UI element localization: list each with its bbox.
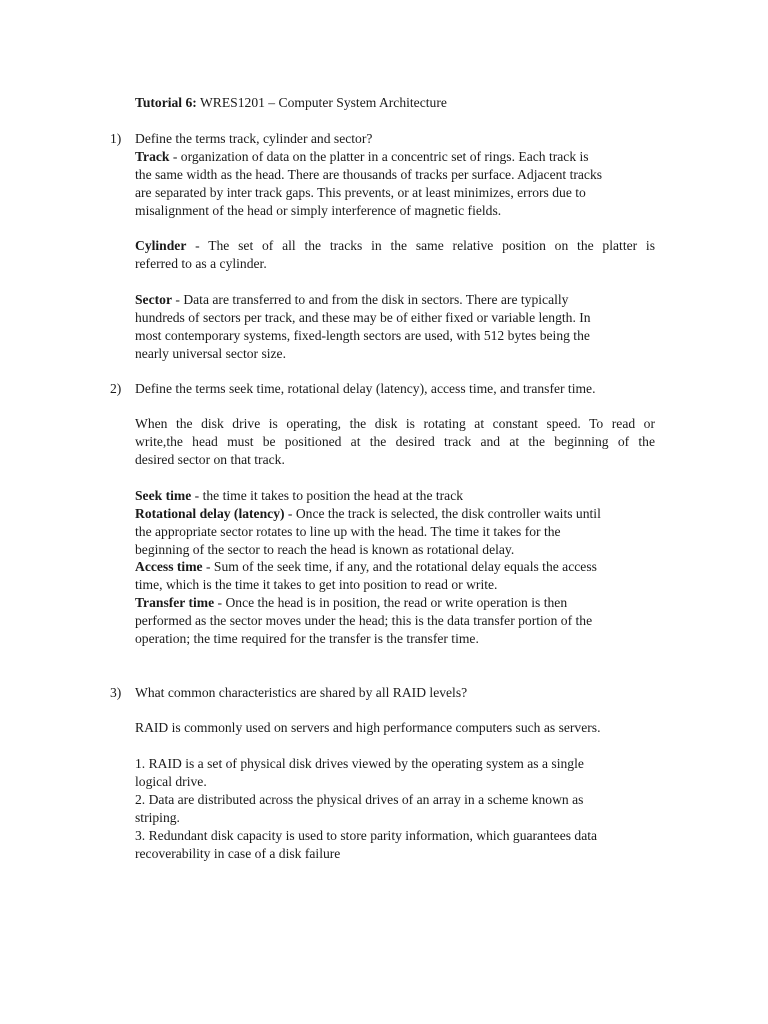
access-text-1: - Sum of the seek time, if any, and the rotational delay equals the access [202,559,597,574]
cylinder-line-2: referred to as a cylinder. [135,256,267,271]
raid-item-2-line-1: 2. Data are distributed across the physical drives of an array in a scheme known as [135,792,584,807]
access-line-2: time, which is the time it takes to get into position to read or write. [135,577,498,592]
seek-line-1 [135,487,463,505]
q2-number: 2) [110,381,122,396]
transfer-line-3: operation; the time required for the transfer is the transfer time. [135,631,479,646]
track-text-1: - organization of data on the platter in a concentric set of rings. Each track is [169,149,589,164]
sector-line-4: nearly universal sector size. [135,346,286,361]
raid-item-3-line-2: recoverability in case of a disk failure [135,846,341,861]
track-line-2: the same width as the head. There are thousands of tracks per surface. Adjacent tracks [135,167,603,182]
raid-item-1-line-2: logical drive. [135,774,207,789]
cylinder-term: Cylinder [135,238,187,253]
cylinder-line-1 [135,237,655,255]
transfer-line-2: performed as the sector moves under the head; this is the data transfer portion of the [135,613,593,628]
q1-number: 1) [110,131,122,146]
transfer-text-1: - Once the head is in position, the read or write operation is then [214,595,568,610]
rotational-line-1 [135,505,601,523]
q1-question: Define the terms track, cylinder and sector? [135,131,373,146]
rotational-text-1: - Once the track is selected, the disk controller waits until [284,506,601,521]
q3-intro: RAID is commonly used on servers and high performance computers such as servers. [135,720,601,735]
track-line-1 [135,148,589,166]
q2-intro-line-1: When the disk drive is operating, the disk is rotating at constant speed. To read or [135,416,655,431]
track-line-3: are separated by inter track gaps. This prevents, or at least minimizes, errors due to [135,185,586,200]
track-term: Track [135,149,170,164]
q2-intro-line-3: desired sector on that track. [135,452,285,467]
title-text: WRES1201 – Computer System Architecture [196,95,447,110]
rotational-line-2: the appropriate sector rotates to line up with the head. The time it takes for the [135,524,561,539]
q2-question: Define the terms seek time, rotational delay (latency), access time, and transfer time. [135,381,596,396]
cylinder-text-1: - The set of all the tracks in the same relative position on the platter is [186,238,655,253]
sector-text-1: - Data are transferred to and from the disk in sectors. There are typically [172,292,569,307]
sector-line-3: most contemporary systems, fixed-length sectors are used, with 512 bytes being the [135,328,590,343]
track-line-4: misalignment of the head or simply interference of magnetic fields. [135,203,502,218]
sector-line-1 [135,291,568,309]
seek-term: Seek time [135,488,192,503]
access-term: Access time [135,559,203,574]
raid-item-3-line-1: 3. Redundant disk capacity is used to store parity information, which guarantees data [135,828,598,843]
rotational-term: Rotational delay (latency) [135,506,285,521]
q3-question: What common characteristics are shared by all RAID levels? [135,685,468,700]
q2-intro-line-2: write,the head must be positioned at the desired track and at the beginning of the [135,434,655,449]
access-line-1 [135,558,597,576]
document-title [135,94,447,112]
sector-line-2: hundreds of sectors per track, and these may be of either fixed or variable length. In [135,310,591,325]
sector-term: Sector [135,292,172,307]
transfer-line-1 [135,594,567,612]
q3-number: 3) [110,685,122,700]
raid-item-1-line-1: 1. RAID is a set of physical disk drives viewed by the operating system as a single [135,756,584,771]
rotational-line-3: beginning of the sector to reach the head is known as rotational delay. [135,542,515,557]
seek-text-1: - the time it takes to position the head at the track [191,488,464,503]
title-label: Tutorial 6: [135,95,197,110]
raid-item-2-line-2: striping. [135,810,180,825]
transfer-term: Transfer time [135,595,215,610]
